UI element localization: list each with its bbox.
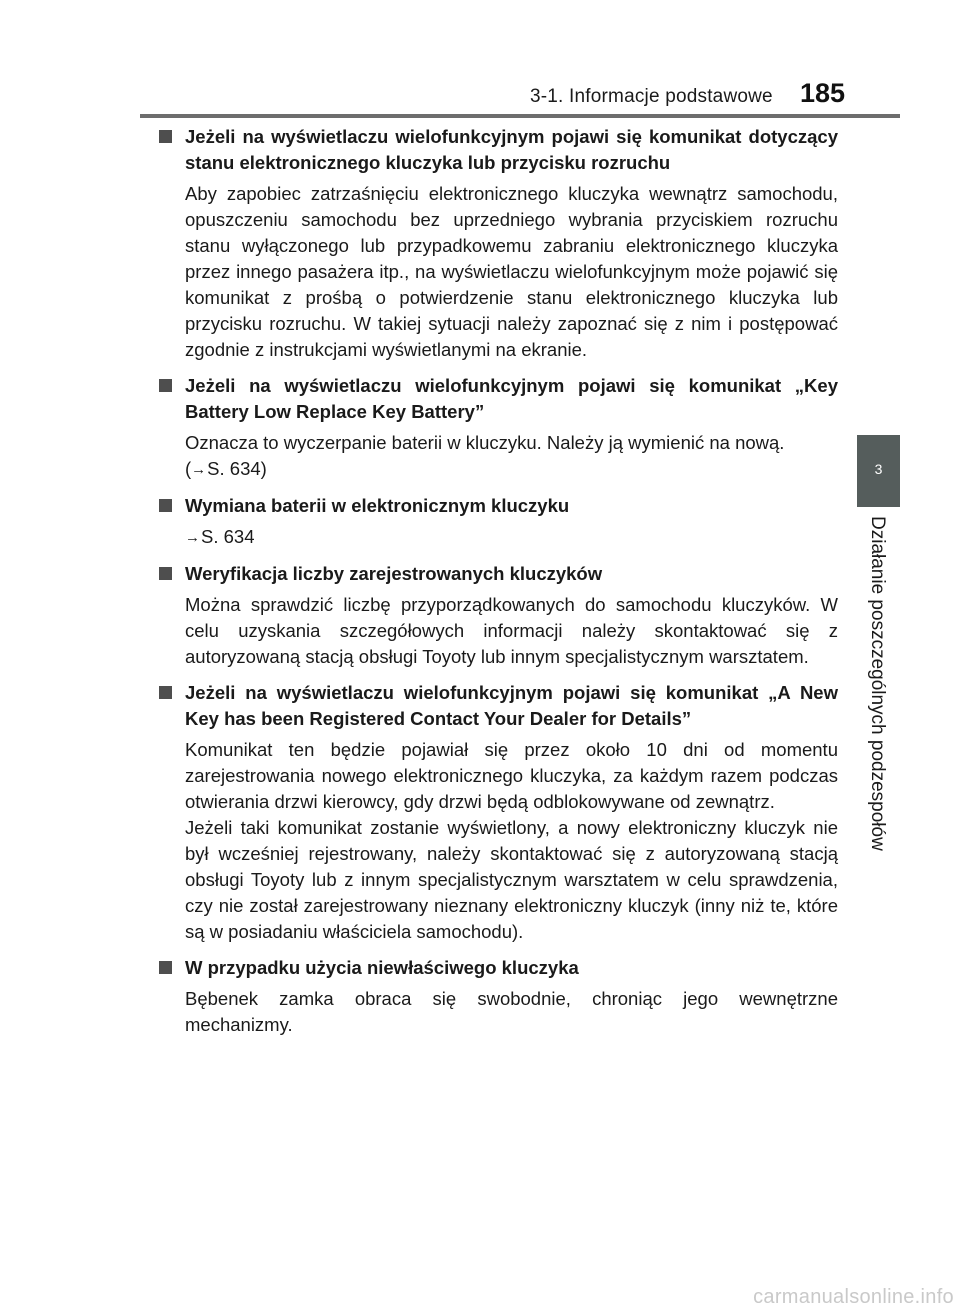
ref-text: S. 634 (207, 458, 261, 479)
item-heading-row (158, 124, 838, 176)
page-number: 185 (800, 78, 846, 108)
section-item (158, 680, 838, 945)
section-item (158, 124, 838, 363)
item-heading: Jeżeli na wyświetlaczu wielofunkcyjnym pojawi się komunikat „Key Battery Low Replace Key Battery” (185, 375, 838, 422)
item-heading: Jeżeli na wyświetlaczu wielofunkcyjnym pojawi się komunikat „A New Key has been Registered Contact Your Dealer for Details” (185, 682, 838, 729)
item-body (185, 986, 838, 1038)
header-rule (140, 114, 900, 118)
square-bullet-icon (159, 499, 172, 512)
arrow-right-icon: → (185, 529, 200, 546)
item-body (185, 592, 838, 670)
ref-paren-close: ) (260, 458, 267, 479)
square-bullet-icon (159, 130, 172, 143)
item-paragraph: Oznacza to wyczerpanie baterii w kluczyku. Należy ją wymienić na nową. (185, 432, 785, 453)
item-heading: Jeżeli na wyświetlaczu wielofunkcyjnym pojawi się komunikat dotyczący stanu elektronicznego kluczyka lub przycisku rozruchu (185, 126, 838, 173)
item-heading-row (158, 373, 838, 425)
page-content (158, 124, 838, 1048)
section-item (158, 955, 838, 1038)
item-heading: W przypadku użycia niewłaściwego kluczyka (185, 957, 579, 978)
item-heading-row (158, 680, 838, 732)
chapter-tab (857, 435, 900, 507)
item-paragraph: Jeżeli taki komunikat zostanie wyświetlony, a nowy elektroniczny kluczyk nie był wcześniej rejestrowany, należy skontaktować się z autoryzowaną stacją obsługi Toyoty lub z innym specjalistycznym warsztatem w celu sprawdzenia, czy nie został zarejestrowany nieznany elektroniczny kluczyk (inny niż te, które są w posiadaniu właściciela samochodu). (185, 817, 838, 942)
chapter-number: 3 (874, 461, 883, 477)
square-bullet-icon (159, 379, 172, 392)
item-heading-row (158, 561, 838, 587)
square-bullet-icon (159, 686, 172, 699)
item-heading-row (158, 955, 838, 981)
chapter-title-vertical (858, 516, 898, 856)
item-body (185, 524, 838, 551)
ref-paren-open: ( (185, 458, 192, 479)
item-heading: Wymiana baterii w elektronicznym kluczyku (185, 495, 570, 516)
item-body (185, 737, 838, 945)
item-paragraph: Komunikat ten będzie pojawiał się przez około 10 dni od momentu zarejestrowania nowego elektronicznego kluczyka, za każdym razem podczas otwierania drzwi kierowcy, gdy drzwi będą odblokowywane od zewnątrz. (185, 739, 838, 812)
section-item (158, 373, 838, 483)
page-header (0, 0, 960, 118)
page-reference[interactable] (185, 456, 838, 483)
chapter-title: Działanie poszczególnych podzespołów (867, 516, 888, 851)
section-item (158, 561, 838, 670)
item-heading: Weryfikacja liczby zarejestrowanych kluczyków (185, 563, 603, 584)
watermark: carmanualsonline.info (753, 1286, 954, 1308)
item-heading-row (158, 493, 838, 519)
square-bullet-icon (159, 961, 172, 974)
item-paragraph: Aby zapobiec zatrzaśnięciu elektronicznego kluczyka wewnątrz samochodu, opuszczeniu samochodu bez uprzedniego wybrania przyciskiem rozruchu stanu wyłączonego lub przypadkowemu zabraniu elektronicznego kluczyka przez innego pasażera itp., na wyświetlaczu wielofunkcyjnym może pojawić się komunikat z prośbą o potwierdzenie stanu elektronicznego kluczyka lub przycisku rozruchu. W takiej sytuacji należy zapoznać się z nim i postępować zgodnie z instrukcjami wyświetlanymi na ekranie. (185, 183, 838, 360)
arrow-right-icon: → (191, 461, 207, 478)
page-reference[interactable] (185, 524, 838, 551)
item-body (185, 430, 838, 483)
ref-text: S. 634 (201, 526, 255, 547)
item-body (185, 181, 838, 363)
section-title: 3-1. Informacje podstawowe (530, 86, 773, 107)
item-paragraph: Bębenek zamka obraca się swobodnie, chroniąc jego wewnętrzne mechanizmy. (185, 988, 838, 1035)
item-paragraph: Można sprawdzić liczbę przyporządkowanych do samochodu kluczyków. W celu uzyskania szczegółowych informacji należy skontaktować się z autoryzowaną stacją obsługi Toyoty lub innym specjalistycznym warsztatem. (185, 594, 838, 667)
section-item (158, 493, 838, 551)
square-bullet-icon (159, 567, 172, 580)
